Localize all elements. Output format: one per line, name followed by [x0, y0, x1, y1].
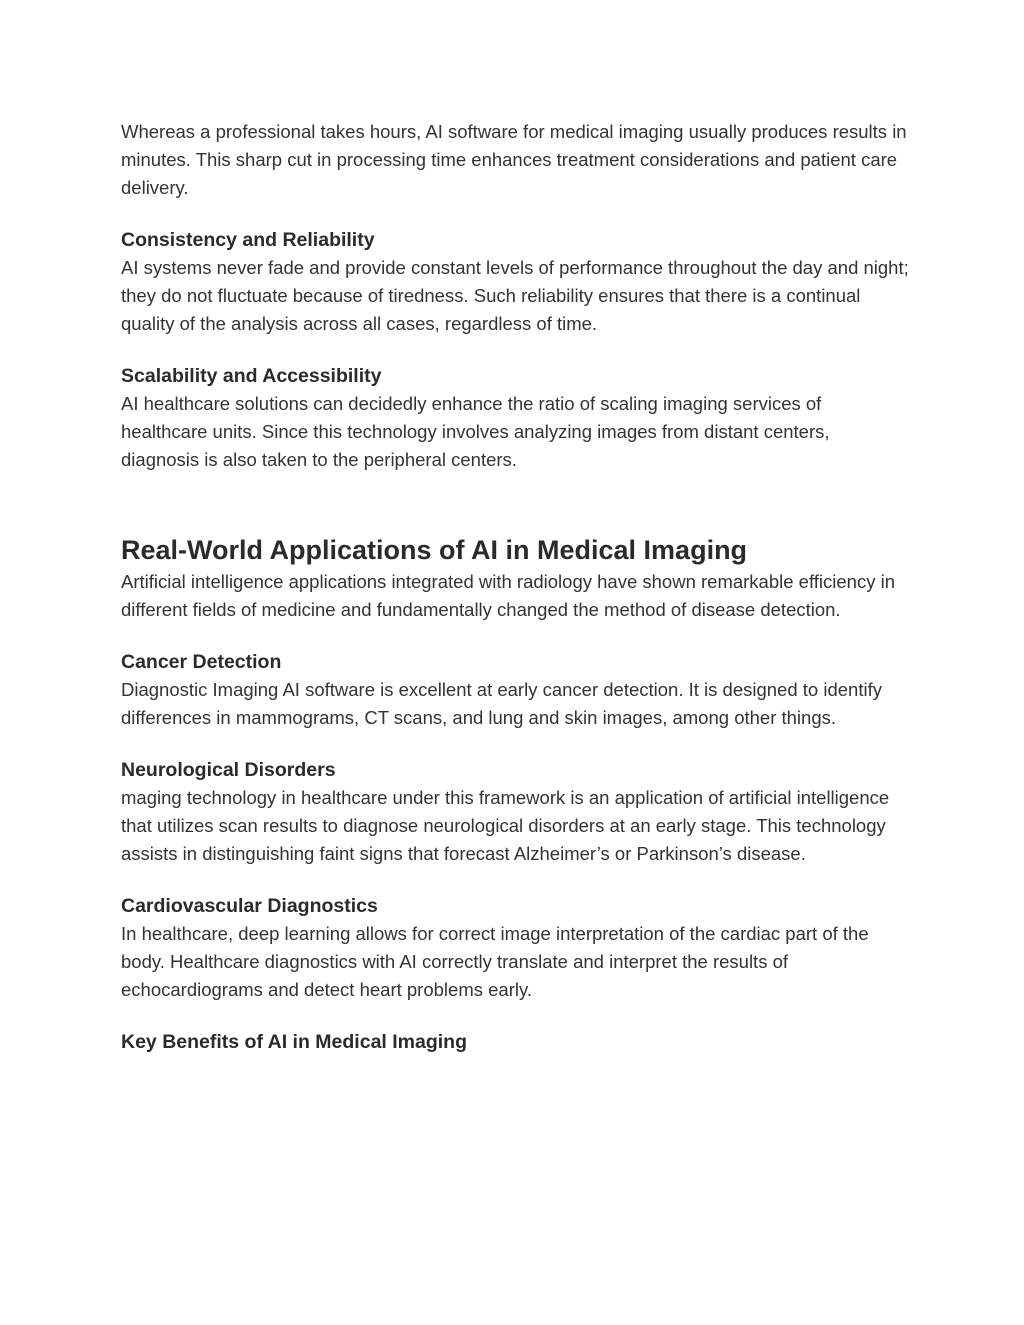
section-body: AI systems never fade and provide constant levels of performance throughout the day and night; they do not fluctuate because of tiredness. Such reliability ensures that there is a continual quality of the analysis across all cases, regardless of time.: [121, 257, 909, 334]
applications-block: [121, 532, 911, 624]
section-body: AI healthcare solutions can decidedly enhance the ratio of scaling imaging services of healthcare units. Since this technology involves analyzing images from distant centers, diagnosis is also taken to the peripheral centers.: [121, 393, 830, 470]
section-heading: Consistency and Reliability: [121, 229, 375, 251]
section-heading: Cancer Detection: [121, 651, 282, 673]
main-intro: Artificial intelligence applications integrated with radiology have shown remarkable efficiency in different fields of medicine and fundamentally changed the method of disease detection.: [121, 571, 895, 620]
section-consistency: [121, 226, 911, 338]
section-cancer-detection: [121, 648, 911, 732]
intro-paragraph: Whereas a professional takes hours, AI software for medical imaging usually produces results in minutes. This sharp cut in processing time enhances treatment considerations and patient care delivery.: [121, 121, 907, 198]
section-cardiovascular-diagnostics: [121, 892, 911, 1004]
document-page: [121, 118, 911, 1056]
section-heading: Scalability and Accessibility: [121, 365, 382, 387]
section-scalability: [121, 362, 911, 474]
section-body: Diagnostic Imaging AI software is excellent at early cancer detection. It is designed to identify differences in mammograms, CT scans, and lung and skin images, among other things.: [121, 679, 882, 728]
main-heading: Real-World Applications of AI in Medical Imaging: [121, 535, 748, 565]
section-body: In healthcare, deep learning allows for correct image interpretation of the cardiac part of the body. Healthcare diagnostics with AI correctly translate and interpret the results of echocardiograms and detect heart problems early.: [121, 923, 869, 1000]
section-heading: Neurological Disorders: [121, 759, 336, 781]
key-benefits-heading: Key Benefits of AI in Medical Imaging: [121, 1031, 468, 1053]
section-heading: Cardiovascular Diagnostics: [121, 895, 378, 917]
section-neurological-disorders: [121, 756, 911, 868]
section-body: maging technology in healthcare under this framework is an application of artificial intelligence that utilizes scan results to diagnose neurological disorders at an early stage. This technology assists in distinguishing faint signs that forecast Alzheimer’s or Parkinson’s disease.: [121, 787, 890, 864]
